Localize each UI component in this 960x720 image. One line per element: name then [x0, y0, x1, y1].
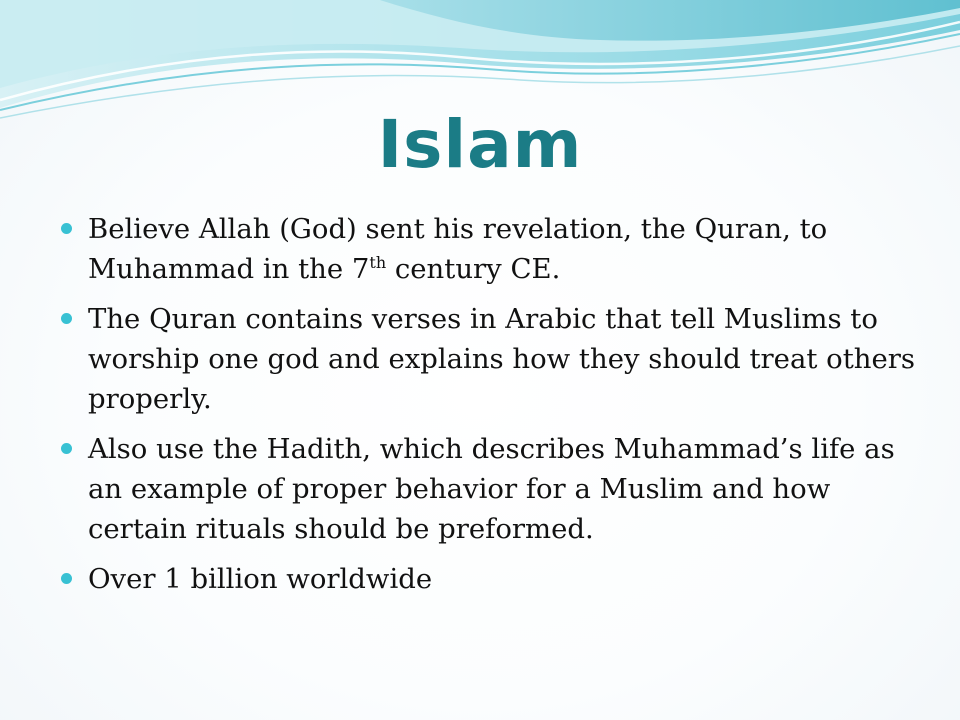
- bullet-text: Over 1 billion worldwide: [88, 563, 433, 595]
- bullet-item-population: [58, 559, 918, 599]
- ordinal-superscript: th: [369, 252, 387, 272]
- bullet-item-revelation: [58, 209, 918, 289]
- bullet-dot-icon: [61, 223, 72, 234]
- bullet-dot-icon: [61, 573, 72, 584]
- bullet-text: Also use the Hadith, which describes Muhammad’s life as an example of proper behavior for a Muslim and how certain rituals should be preformed.: [88, 433, 895, 545]
- bullet-list: [58, 209, 918, 609]
- bullet-text: [88, 213, 827, 285]
- bullet-dot-icon: [61, 313, 72, 324]
- bullet-item-hadith: [58, 429, 918, 549]
- bullet-text-part: century CE.: [386, 253, 561, 285]
- slide-title: Islam: [377, 106, 583, 183]
- bullet-text-part: Believe Allah (God) sent his revelation, the Quran, to Muhammad in the 7: [88, 213, 828, 285]
- bullet-item-quran: [58, 299, 918, 419]
- bullet-dot-icon: [61, 443, 72, 454]
- bullet-text: The Quran contains verses in Arabic that tell Muslims to worship one god and explains how they should treat others properly.: [88, 303, 915, 415]
